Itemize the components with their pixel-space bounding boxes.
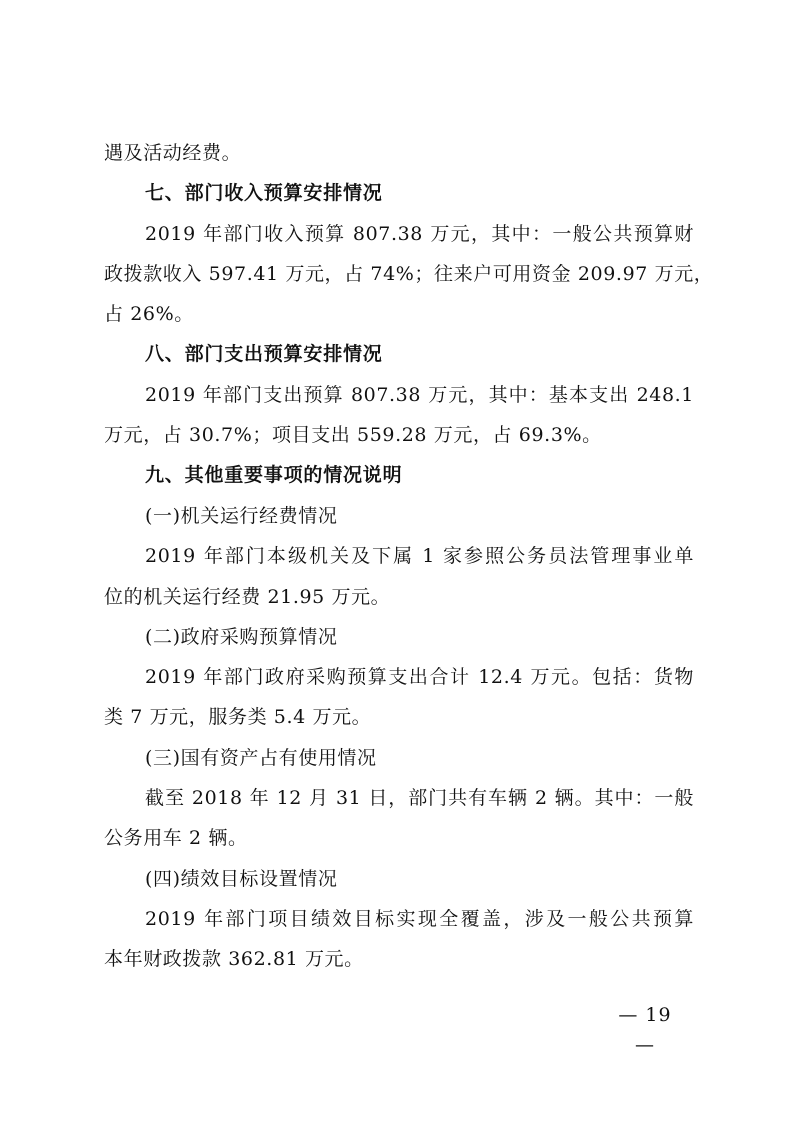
body-text-line: 占 26%。 xyxy=(104,303,194,325)
section-heading-income-budget: 七、部门收入预算安排情况 xyxy=(145,182,383,204)
body-text-line: 公务用车 2 辆。 xyxy=(104,827,248,849)
body-text-line: 类 7 万元，服务类 5.4 万元。 xyxy=(104,706,372,728)
body-text-line: 政拨款收入 597.41 万元，占 74%；往来户可用资金 209.97 万元， xyxy=(104,263,714,285)
subsection-heading: (一)机关运行经费情况 xyxy=(145,505,338,527)
section-heading-other-matters: 九、其他重要事项的情况说明 xyxy=(145,464,403,486)
body-text-line: 截至 2018 年 12 月 31 日，部门共有车辆 2 辆。其中：一般 xyxy=(145,787,694,809)
subsection-heading: (四)绩效目标设置情况 xyxy=(145,868,338,890)
subsection-heading: (三)国有资产占有使用情况 xyxy=(145,747,377,769)
body-text-line: 本年财政拨款 362.81 万元。 xyxy=(104,948,364,970)
subsection-heading: (二)政府采购预算情况 xyxy=(145,626,338,648)
body-text-line: 位的机关运行经费 21.95 万元。 xyxy=(104,586,391,608)
body-text-line: 遇及活动经费。 xyxy=(104,142,242,164)
body-text-line: 2019 年部门项目绩效目标实现全覆盖，涉及一般公共预算 xyxy=(145,908,694,930)
section-heading-expense-budget: 八、部门支出预算安排情况 xyxy=(145,343,383,365)
body-text-line: 2019 年部门收入预算 807.38 万元，其中：一般公共预算财 xyxy=(145,223,694,245)
body-text-line: 2019 年部门政府采购预算支出合计 12.4 万元。包括：货物 xyxy=(145,666,694,688)
page-number: — 19 — xyxy=(618,1004,672,1056)
body-text-line: 2019 年部门支出预算 807.38 万元，其中：基本支出 248.1 xyxy=(145,384,694,406)
body-text-line: 万元，占 30.7%；项目支出 559.28 万元，占 69.3%。 xyxy=(104,424,602,446)
body-text-line: 2019 年部门本级机关及下属 1 家参照公务员法管理事业单 xyxy=(145,545,694,567)
